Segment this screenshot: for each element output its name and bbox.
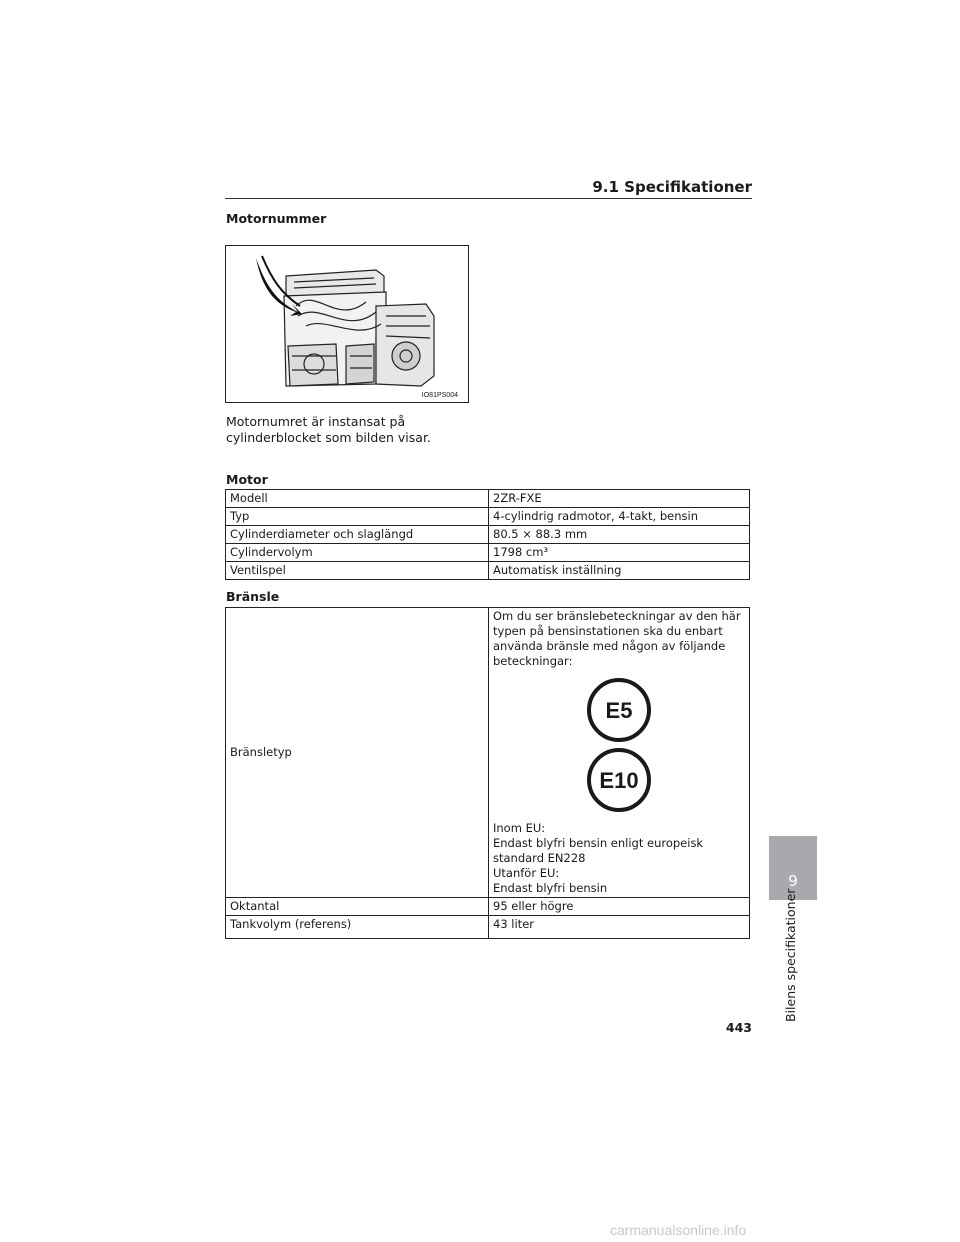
engine-number-heading: Motornummer xyxy=(226,211,327,226)
spec-label: Oktantal xyxy=(226,898,489,916)
spec-label: Cylinderdiameter och slaglängd xyxy=(226,526,489,544)
table-row xyxy=(226,916,750,939)
spec-value: 1798 cm³ xyxy=(489,544,750,562)
spec-label: Ventilspel xyxy=(226,562,489,580)
spec-label: Tankvolym (referens) xyxy=(226,916,489,939)
spec-label: Modell xyxy=(226,490,489,508)
inside-eu-label: Inom EU: xyxy=(493,821,546,835)
page-number: 443 xyxy=(725,1020,752,1035)
figure-code: IO81PS004 xyxy=(421,392,458,399)
table-row xyxy=(226,508,750,526)
header-rule xyxy=(225,198,752,199)
spec-value: Automatisk inställning xyxy=(489,562,750,580)
outside-eu-text: Endast blyfri bensin xyxy=(493,881,608,895)
engine-drawing xyxy=(226,246,468,402)
chapter-label: Bilens specifikationer xyxy=(783,888,798,1022)
table-row xyxy=(226,490,750,508)
fuel-type-intro: Om du ser bränslebeteckningar av den här typen på bensinstationen ska du enbart använda bränsle med någon av följande beteckningar: xyxy=(493,609,741,668)
e10-sign: E10 xyxy=(587,748,651,812)
table-row xyxy=(226,544,750,562)
engine-number-caption: Motornumret är instansat på cylinderblocket som bilden visar. xyxy=(226,414,431,445)
chapter-number: 9 xyxy=(788,872,798,890)
spec-label: Typ xyxy=(226,508,489,526)
spec-label: Cylindervolym xyxy=(226,544,489,562)
spec-value: 2ZR-FXE xyxy=(489,490,750,508)
spec-value: 43 liter xyxy=(489,916,750,939)
engine-heading: Motor xyxy=(226,472,268,487)
section-title: 9.1 Specifikationer xyxy=(592,178,752,196)
fuel-type-value xyxy=(489,608,750,898)
e5-sign: E5 xyxy=(587,678,651,742)
table-row xyxy=(226,562,750,580)
table-row xyxy=(226,898,750,916)
table-row xyxy=(226,608,750,898)
watermark: carmanualsonline.info xyxy=(610,1222,747,1238)
engine-illustration xyxy=(225,245,469,403)
spec-value: 80.5 × 88.3 mm xyxy=(489,526,750,544)
spec-value: 4-cylindrig radmotor, 4-takt, bensin xyxy=(489,508,750,526)
fuel-type-label: Bränsletyp xyxy=(226,608,489,898)
outside-eu-label: Utanför EU: xyxy=(493,866,560,880)
inside-eu-text: Endast blyfri bensin enligt europeisk standard EN228 xyxy=(493,836,704,865)
fuel-heading: Bränsle xyxy=(226,589,280,604)
engine-spec-table xyxy=(225,489,750,580)
table-row xyxy=(226,526,750,544)
spec-value: 95 eller högre xyxy=(489,898,750,916)
fuel-spec-table xyxy=(225,607,750,939)
fuel-signs xyxy=(493,669,745,821)
